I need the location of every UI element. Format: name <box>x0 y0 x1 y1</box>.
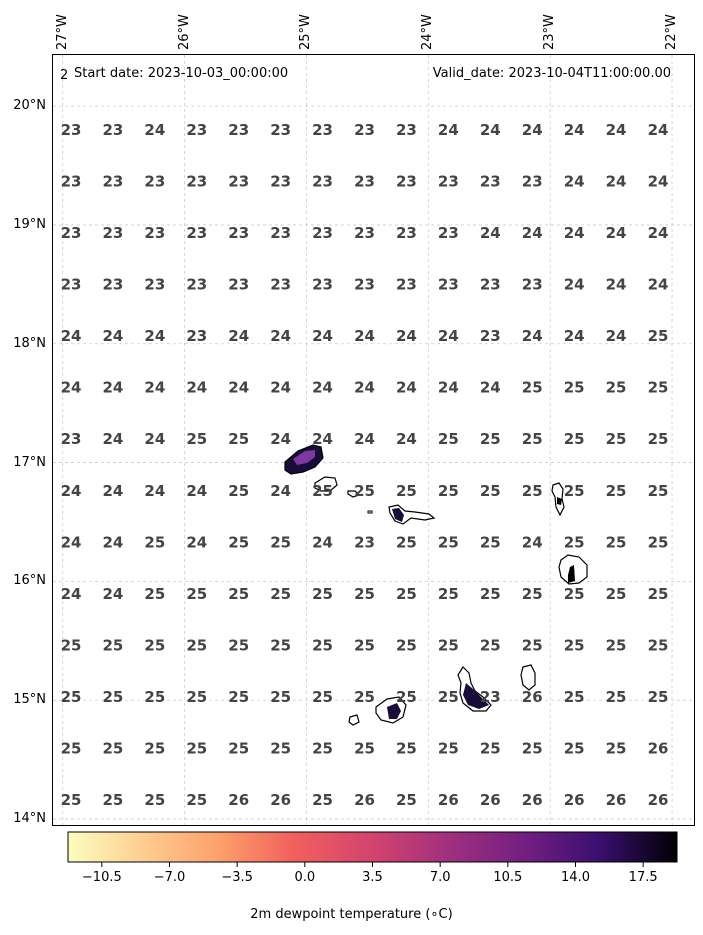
grid-value: 25 <box>437 636 459 655</box>
grid-value: 24 <box>228 378 250 397</box>
grid-value: 23 <box>270 275 292 294</box>
grid-value: 23 <box>437 172 459 191</box>
grid-value: 25 <box>647 533 669 552</box>
grid-value: 25 <box>354 636 375 655</box>
grid-value: 25 <box>228 533 250 552</box>
grid-value: 25 <box>647 687 669 706</box>
grid-value: 25 <box>395 739 417 758</box>
latitude-label: 14°N <box>13 811 46 827</box>
grid-value: 23 <box>102 172 124 191</box>
grid-value: 25 <box>312 636 334 655</box>
grid-value: 25 <box>270 584 292 603</box>
grid-value: 25 <box>395 791 417 809</box>
grid-value: 25 <box>354 481 375 500</box>
grid-value: 25 <box>228 584 250 603</box>
latitude-label: 19°N <box>13 216 46 232</box>
grid-value: 25 <box>144 687 166 706</box>
island-maio <box>521 665 535 690</box>
colorbar-tick-label: 10.5 <box>493 870 523 885</box>
latitude-label: 15°N <box>13 692 46 708</box>
colorbar-tick-label: 7.0 <box>429 870 451 885</box>
longitude-label: 22°W <box>664 14 680 50</box>
grid-value: 24 <box>270 378 292 397</box>
grid-value: 24 <box>102 533 124 552</box>
grid-value: 23 <box>354 121 375 139</box>
grid-value: 25 <box>395 636 417 655</box>
grid-value: 24 <box>521 533 543 552</box>
grid-value: 25 <box>437 739 459 758</box>
island-brava <box>349 715 359 725</box>
grid-value: 24 <box>479 224 501 243</box>
grid-value: 25 <box>647 430 669 449</box>
grid-value: 24 <box>102 327 124 346</box>
grid-value: 25 <box>228 687 250 706</box>
grid-value: 25 <box>144 791 166 809</box>
grid-value: 24 <box>521 121 543 139</box>
grid-value: 23 <box>60 172 82 191</box>
grid-value: 24 <box>395 378 417 397</box>
grid-value: 25 <box>102 687 124 706</box>
grid-value: 23 <box>186 172 208 191</box>
grid-value: 23 <box>354 172 375 191</box>
grid-value: 23 <box>312 121 334 139</box>
grid-value: 24 <box>437 121 459 139</box>
grid-value: 24 <box>647 275 669 294</box>
longitude-label: 24°W <box>420 14 436 50</box>
grid-value: 24 <box>60 378 82 397</box>
colorbar-label: 2m dewpoint temperature (∘C) <box>250 907 453 922</box>
grid-value: 25 <box>312 687 334 706</box>
grid-value: 26 <box>563 791 585 809</box>
grid-value: 24 <box>186 533 208 552</box>
grid-value: 23 <box>60 121 82 139</box>
grid-value: 23 <box>186 327 208 346</box>
grid-value: 25 <box>563 533 585 552</box>
grid-value: 25 <box>144 533 166 552</box>
grid-value: 25 <box>354 584 375 603</box>
island-branco <box>368 511 372 513</box>
grid-value: 24 <box>605 224 627 243</box>
grid-value: 24 <box>102 481 124 500</box>
grid-value: 26 <box>270 791 292 809</box>
grid-value: 23 <box>479 172 501 191</box>
grid-value: 25 <box>605 481 627 500</box>
grid-value: 24 <box>479 378 501 397</box>
grid-value: 25 <box>605 378 627 397</box>
grid-value: 26 <box>479 791 501 809</box>
grid-value: 23 <box>144 172 166 191</box>
grid-value: 25 <box>102 636 124 655</box>
grid-value: 24 <box>270 327 292 346</box>
grid-value: 25 <box>144 636 166 655</box>
grid-value: 25 <box>270 533 292 552</box>
colorbar-ticks <box>102 862 643 867</box>
grid-value: 23 <box>479 327 501 346</box>
latitude-label: 20°N <box>13 98 46 114</box>
grid-value: 26 <box>647 739 669 758</box>
grid-value: 25 <box>186 636 208 655</box>
grid-value: 26 <box>354 791 375 809</box>
grid-value: 23 <box>102 224 124 243</box>
colorbar-tick-label: 0.0 <box>294 870 316 885</box>
grid-value: 24 <box>354 327 375 346</box>
colorbar-tick-label: −3.5 <box>221 870 253 885</box>
grid-value: 25 <box>521 430 543 449</box>
latitude-label: 17°N <box>13 454 46 470</box>
grid-value: 24 <box>437 378 459 397</box>
grid-value: 24 <box>186 481 208 500</box>
grid-value: 25 <box>437 430 459 449</box>
grid-value: 25 <box>270 739 292 758</box>
grid-value: 23 <box>102 275 124 294</box>
grid-value: 24 <box>437 327 459 346</box>
grid-value: 25 <box>605 584 627 603</box>
grid-value: 23 <box>60 430 82 449</box>
grid-value: 23 <box>102 121 124 139</box>
grid-value: 25 <box>312 481 334 500</box>
grid-value: 26 <box>437 791 459 809</box>
value-grid <box>61 121 669 809</box>
grid-value: 25 <box>605 739 627 758</box>
grid-value: 24 <box>312 533 334 552</box>
grid-value: 24 <box>605 327 627 346</box>
grid-value: 23 <box>395 275 417 294</box>
grid-value: 24 <box>647 121 669 139</box>
grid-value: 25 <box>521 584 543 603</box>
grid-value: 25 <box>605 687 627 706</box>
grid-value: 26 <box>647 791 669 809</box>
grid-value: 25 <box>354 687 375 706</box>
grid-value: 25 <box>60 791 82 809</box>
grid-value: 25 <box>605 430 627 449</box>
grid-value: 23 <box>312 224 334 243</box>
grid-value: 25 <box>437 687 459 706</box>
grid-value: 23 <box>354 533 375 552</box>
grid-value: 24 <box>228 327 250 346</box>
colorbar-tick-label: −10.5 <box>81 870 122 885</box>
grid-value: 24 <box>102 584 124 603</box>
grid-value: 25 <box>563 636 585 655</box>
grid-value: 23 <box>395 172 417 191</box>
grid-value: 24 <box>270 481 292 500</box>
grid-value: 25 <box>395 687 417 706</box>
grid-value: 24 <box>312 327 334 346</box>
grid-value: 25 <box>563 430 585 449</box>
grid-value: 26 <box>605 791 627 809</box>
grid-value: 24 <box>563 275 585 294</box>
grid-value: 24 <box>60 584 82 603</box>
grid-value: 23 <box>395 224 417 243</box>
grid-value: 24 <box>144 430 166 449</box>
longitude-label: 25°W <box>298 14 314 50</box>
grid-value: 25 <box>144 584 166 603</box>
grid-value: 25 <box>395 584 417 603</box>
grid-value: 25 <box>521 378 543 397</box>
grid-value: 25 <box>228 739 250 758</box>
grid-value: 24 <box>395 327 417 346</box>
grid-value: 24 <box>605 275 627 294</box>
grid-value: 24 <box>354 430 375 449</box>
grid-value: 23 <box>228 121 250 139</box>
map-canvas <box>53 55 694 825</box>
grid-value: 25 <box>186 584 208 603</box>
grid-value: 23 <box>395 121 417 139</box>
grid-value: 23 <box>437 224 459 243</box>
grid-value: 24 <box>144 327 166 346</box>
grid-value: 24 <box>563 224 585 243</box>
grid-value: 25 <box>437 533 459 552</box>
grid-value: 25 <box>354 739 375 758</box>
grid-value: 25 <box>479 481 501 500</box>
grid-value: 25 <box>270 636 292 655</box>
valid-date-label: Valid_date: 2023-10-04T11:00:00.00 <box>432 66 671 81</box>
grid-value: 25 <box>521 636 543 655</box>
grid-value: 24 <box>312 430 334 449</box>
grid-value: 25 <box>647 636 669 655</box>
grid-value: 23 <box>186 224 208 243</box>
grid-value: 23 <box>270 172 292 191</box>
grid-value: 23 <box>270 224 292 243</box>
grid-value: 24 <box>60 327 82 346</box>
grid-value: 25 <box>395 533 417 552</box>
grid-value: 25 <box>521 481 543 500</box>
grid-value: 24 <box>563 172 585 191</box>
grid-value: 24 <box>144 378 166 397</box>
grid-value: 24 <box>647 172 669 191</box>
longitude-label: 26°W <box>176 14 192 50</box>
grid-value: 23 <box>312 275 334 294</box>
grid-value: 23 <box>479 275 501 294</box>
grid-value: 25 <box>312 791 334 809</box>
grid-value: 26 <box>521 687 543 706</box>
grid-value: 25 <box>186 687 208 706</box>
grid-value: 23 <box>186 275 208 294</box>
colorbar-gradient <box>68 832 677 862</box>
grid-value: 25 <box>605 636 627 655</box>
latitude-label: 16°N <box>13 573 46 589</box>
grid-value: 25 <box>563 481 585 500</box>
grid-value: 25 <box>102 791 124 809</box>
grid-value: 24 <box>563 121 585 139</box>
grid-value: 24 <box>521 327 543 346</box>
grid-value: 25 <box>479 636 501 655</box>
colorbar-tick-label: 14.0 <box>561 870 590 885</box>
grid-value: 23 <box>521 275 543 294</box>
grid-value: 23 <box>437 275 459 294</box>
grid-value: 25 <box>479 533 501 552</box>
grid-value: 25 <box>228 430 250 449</box>
grid-value: 23 <box>479 687 501 706</box>
grid-value: 25 <box>647 327 669 346</box>
grid-value: 24 <box>270 430 292 449</box>
grid-value: 25 <box>312 739 334 758</box>
grid-value: 24 <box>647 224 669 243</box>
grid-value: 23 <box>60 224 82 243</box>
grid-value: 23 <box>228 275 250 294</box>
grid-value: 25 <box>144 739 166 758</box>
grid-value: 25 <box>186 791 208 809</box>
longitude-label: 23°W <box>542 14 558 50</box>
grid-value: 25 <box>479 584 501 603</box>
grid-value: 26 <box>521 791 543 809</box>
grid-value: 25 <box>60 687 82 706</box>
grid-value: 25 <box>437 481 459 500</box>
grid-value: 25 <box>270 687 292 706</box>
grid-value: 25 <box>563 378 585 397</box>
colorbar-tick-label: 17.5 <box>628 870 658 885</box>
grid-value: 24 <box>605 172 627 191</box>
grid-value: 25 <box>228 636 250 655</box>
grid-value: 23 <box>144 224 166 243</box>
start-date-label: Start date: 2023-10-03_00:00:00 <box>74 66 289 81</box>
grid-value: 25 <box>563 739 585 758</box>
grid-value: 24 <box>60 533 82 552</box>
grid-value: 24 <box>60 481 82 500</box>
grid-value: 25 <box>563 584 585 603</box>
grid-value: 24 <box>102 378 124 397</box>
island-sal-shade <box>557 497 562 505</box>
grid-value: 24 <box>479 121 501 139</box>
grid-value: 26 <box>228 791 250 809</box>
grid-value: 25 <box>228 481 250 500</box>
latitude-label: 18°N <box>13 335 46 351</box>
grid-value: 24 <box>563 327 585 346</box>
grid-value: 24 <box>186 378 208 397</box>
grid-value: 23 <box>228 172 250 191</box>
map-panel <box>52 54 695 826</box>
grid-value: 25 <box>479 739 501 758</box>
island-boa-vista-shade <box>568 565 575 583</box>
grid-value: 24 <box>395 430 417 449</box>
grid-value: 24 <box>144 481 166 500</box>
grid-value: 25 <box>563 687 585 706</box>
grid-value: 24 <box>354 378 375 397</box>
grid-value: 25 <box>647 481 669 500</box>
grid-value: 25 <box>186 739 208 758</box>
grid-value: 23 <box>270 121 292 139</box>
grid-value: 25 <box>60 636 82 655</box>
grid-value: 25 <box>479 430 501 449</box>
grid-value: 24 <box>605 121 627 139</box>
grid-value: 25 <box>312 584 334 603</box>
grid-value: 25 <box>647 584 669 603</box>
colorbar-tick-label: −7.0 <box>153 870 186 885</box>
grid-value: 23 <box>228 224 250 243</box>
colorbar-tick-label: 3.5 <box>362 870 383 885</box>
grid-value: 24 <box>312 378 334 397</box>
grid-value: 23 <box>312 172 334 191</box>
grid-value: 25 <box>60 739 82 758</box>
grid-value: 23 <box>60 275 82 294</box>
grid-value: 24 <box>102 430 124 449</box>
grid-value: 23 <box>354 275 375 294</box>
grid-value: 25 <box>102 739 124 758</box>
grid-value: 25 <box>647 378 669 397</box>
grid-value: 25 <box>395 481 417 500</box>
grid-value: 23 <box>144 275 166 294</box>
grid-value: 25 <box>186 430 208 449</box>
grid-value: 23 <box>186 121 208 139</box>
corner-label: 2 <box>60 68 69 83</box>
grid-value: 24 <box>521 224 543 243</box>
longitude-label: 27°W <box>54 14 70 50</box>
grid-value: 25 <box>437 584 459 603</box>
grid-value: 23 <box>521 172 543 191</box>
grid-value: 23 <box>354 224 375 243</box>
grid-value: 25 <box>605 533 627 552</box>
grid-value: 25 <box>521 739 543 758</box>
grid-value: 24 <box>144 121 166 139</box>
